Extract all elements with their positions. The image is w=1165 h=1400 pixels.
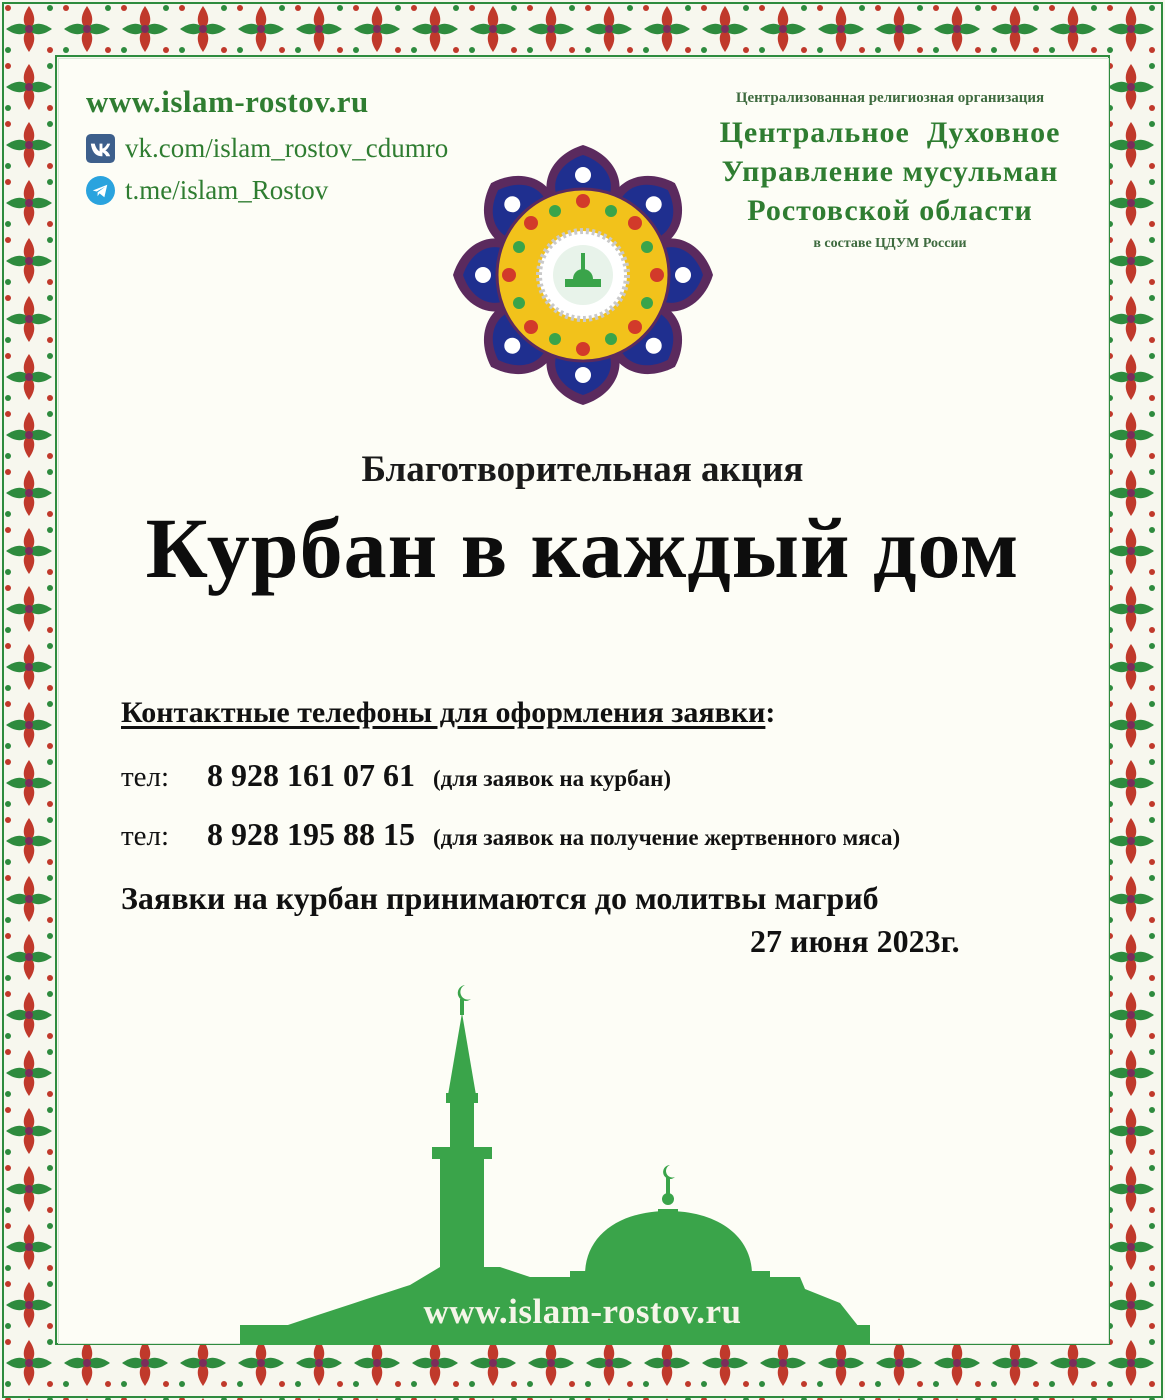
telegram-icon	[86, 176, 115, 205]
organization-name-line-1: Центральное Духовное	[719, 116, 1061, 149]
telegram-link[interactable]	[86, 175, 328, 206]
deadline-date: 27 июня 2023г.	[750, 923, 960, 959]
organization-name	[700, 113, 1080, 230]
contacts-heading	[121, 696, 775, 730]
phone-label: тел:	[121, 761, 170, 793]
contacts-heading-text: Контактные телефоны для оформления заявки	[121, 696, 766, 729]
organization-name-line-3: Ростовской области	[747, 194, 1033, 227]
contacts-heading-suffix: :	[765, 696, 776, 729]
deadline-text: Заявки на курбан принимаются до молитвы магриб	[121, 880, 879, 916]
event-kicker: Благотворительная акция	[361, 449, 804, 490]
phone-row	[121, 816, 900, 853]
phone-note: (для заявок на получение жертвенного мяса)	[433, 825, 901, 850]
phone-number[interactable]: 8 928 161 07 61	[207, 757, 415, 793]
vk-label: vk.com/islam_rostov_cdumro	[125, 133, 449, 163]
site-link-bottom[interactable]: www.islam-rostov.ru	[423, 1292, 742, 1331]
vk-link[interactable]	[86, 133, 448, 164]
organization-sub: в составе ЦДУМ России	[813, 236, 967, 251]
site-link-top[interactable]: www.islam-rostov.ru	[86, 84, 369, 119]
phone-row	[121, 757, 671, 794]
organization-block	[700, 90, 1080, 252]
mosque-icon	[240, 985, 870, 1345]
phone-note: (для заявок на курбан)	[433, 766, 671, 791]
event-title: Курбан в каждый дом	[145, 500, 1020, 596]
phone-number[interactable]: 8 928 195 88 15	[207, 816, 415, 852]
organization-name-line-2: Управление мусульман	[721, 155, 1059, 188]
emblem-icon	[448, 140, 718, 410]
vk-icon	[86, 134, 115, 163]
telegram-label: t.me/islam_Rostov	[125, 175, 329, 205]
organization-type: Централизованная религиозная организация	[735, 90, 1045, 106]
phone-label: тел:	[121, 820, 170, 852]
